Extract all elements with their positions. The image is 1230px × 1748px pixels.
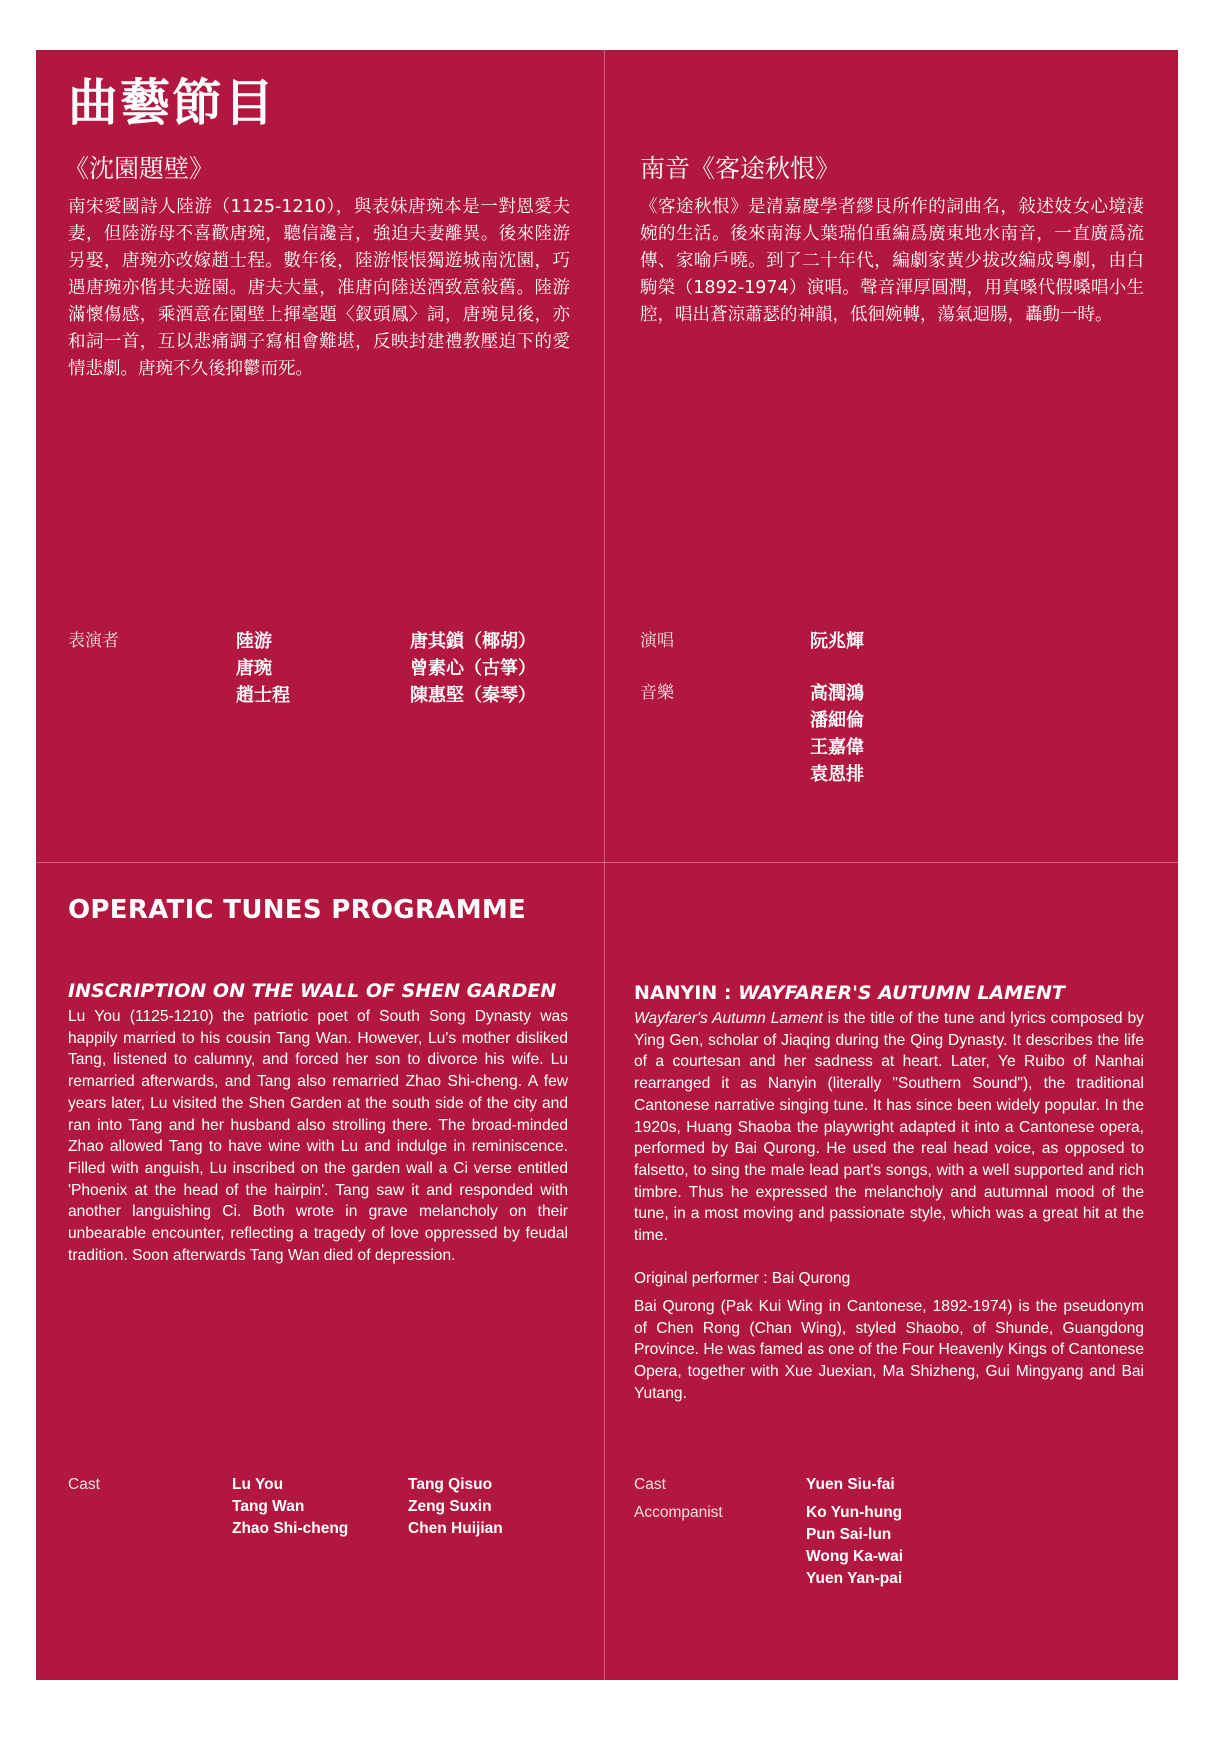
programme-panel — [36, 50, 1178, 1680]
en-accompanist: Yuen Yan-pai — [806, 1570, 903, 1587]
en-accompanist: Wong Ka-wai — [806, 1548, 904, 1565]
zh-page-title: 曲藝節目 — [68, 74, 276, 132]
zh-musician: 陳惠堅（秦琴） — [410, 685, 536, 706]
zh-left-subtitle: 《沈園題壁》 — [64, 154, 215, 183]
en-right-body-title: Wayfarer's Autumn Lament — [634, 1010, 823, 1027]
zh-roles-list — [236, 628, 290, 709]
horizontal-fold-line — [36, 862, 1178, 863]
en-musician: Chen Huijian — [408, 1520, 503, 1537]
en-right-subtitle-prefix: NANYIN : — [634, 982, 739, 1004]
en-original-performer: Original performer : Bai Qurong — [634, 1270, 851, 1287]
zh-singer-label: 演唱 — [640, 631, 674, 651]
zh-musician: 曾素心（古箏） — [410, 658, 536, 679]
en-roles-list — [232, 1474, 348, 1540]
zh-right-musicians-list — [810, 680, 864, 788]
en-accompanist: Pun Sai-lun — [806, 1526, 892, 1543]
vertical-fold-line — [604, 50, 605, 1680]
en-page-title: OPERATIC TUNES PROGRAMME — [68, 895, 527, 925]
zh-right-body: 《客途秋恨》是清嘉慶學者繆艮所作的詞曲名，敍述妓女心境淒婉的生活。後來南海人葉瑞伯重編爲廣東地水南音，一直廣爲流傳、家喻戶曉。到了二十年代，編劇家黃少拔改編成粵劇，由白駒榮（1892-1974）演唱。聲音渾厚圓潤，用真嗓代假嗓唱小生腔，唱出蒼涼蕭瑟的神韻，低徊婉轉，蕩氣迴腸，轟動一時。 — [640, 197, 1144, 325]
zh-musicians-list — [410, 628, 536, 709]
en-role: Zhao Shi-cheng — [232, 1520, 349, 1537]
en-right-body — [634, 1008, 1144, 1247]
en-right-cast-name: Yuen Siu-fai — [806, 1476, 895, 1493]
en-right-subtitle — [634, 980, 1065, 1006]
en-right-subtitle-title: WAYFARER'S AUTUMN LAMENT — [738, 982, 1065, 1004]
en-musicians-list — [408, 1474, 503, 1540]
zh-role: 唐琬 — [236, 658, 272, 679]
en-cast-label: Cast — [68, 1476, 100, 1493]
en-role: Tang Wan — [232, 1498, 305, 1515]
zh-left-body: 南宋愛國詩人陸游（1125-1210），與表妹唐琬本是一對恩愛夫妻，但陸游母不喜歡唐琬，聽信讒言，強迫夫妻離異。後來陸游另娶，唐琬亦改嫁趙士程。數年後，陸游悵悵獨遊城南沈園，巧遇唐琬亦偕其夫遊園。唐夫大量，准唐向陸送酒致意敍舊。陸游滿懷傷感，乘酒意在園壁上揮毫題〈釵頭鳳〉詞，唐琬見後，亦和詞一首，互以悲痛調子寫相會難堪，反映封建禮教壓迫下的愛情悲劇。唐琬不久後抑鬱而死。 — [68, 197, 570, 379]
zh-right-subtitle: 南音《客途秋恨》 — [640, 154, 841, 183]
en-role: Lu You — [232, 1476, 284, 1493]
en-left-body: Lu You (1125-1210) the patriotic poet of South Song Dynasty was happily married to his cousin Tang Wan. However, Lu's mother disliked Tang, listened to calumny, and forced her son to divorce his wife. Lu remarried afterwards, and Tang also remarried Zhao Shi-cheng. A few years later, Lu visited the Shen Garden at the south side of the city and ran into Tang and her husband also strolling there. The broad-minded Zhao allowed Tang to have wine with Lu and indulge in reminiscence. Filled with anguish, Lu inscribed on the garden wall a Ci verse entitled 'Phoenix at the head of the hairpin'. Tang saw it and responded with another languishing Ci. Both wrote in grave melancholy on their unbearable encounter, reflecting a tragedy of love oppressed by feudal tradition. Soon afterwards Tang Wan died of depression. — [68, 1008, 568, 1264]
en-accompanist: Ko Yun-hung — [806, 1504, 903, 1521]
en-right-body-text: is the title of the tune and lyrics composed by Ying Gen, scholar of Jiaqing during the Qing Dynasty. It describes the life of a courtesan and her sadness at heart. Later, Ye Ruibo of Nanhai rearranged it as Nanyin (literally "Southern Sound"), the traditional Cantonese narrative singing tune. It has since been widely popular. In the 1920s, Huang Shaoba the playwright adapted it into a Cantonese opera, performed by Bai Qurong. He used the real head voice, as opposed to falsetto, to sing the male lead part's songs, with a well supported and rich timbre. Thus he expressed the melancholy and autumnal mood of the tune, in a most moving and passionate style, which was a great hit at the time. — [634, 1010, 1144, 1245]
zh-musician: 袁恩排 — [810, 764, 864, 785]
zh-musician: 王嘉偉 — [810, 737, 864, 758]
en-accompanists-list — [806, 1502, 903, 1590]
en-performer-bio: Bai Qurong (Pak Kui Wing in Cantonese, 1892-1974) is the pseudonym of Chen Rong (Chan Wing), styled Shaobo, of Shunde, Guangdong Province. He was famed as one of the Four Heavenly Kings of Cantonese Opera, together with Xue Juexian, Ma Shizheng, Gui Mingyang and Bai Yutang. — [634, 1298, 1144, 1402]
zh-musician: 高潤鴻 — [810, 683, 864, 704]
en-accompanist-label: Accompanist — [634, 1504, 723, 1521]
zh-role: 陸游 — [236, 631, 272, 652]
en-left-subtitle: INSCRIPTION ON THE WALL OF SHEN GARDEN — [68, 980, 557, 1002]
zh-music-label: 音樂 — [640, 683, 674, 703]
en-musician: Tang Qisuo — [408, 1476, 493, 1493]
en-right-cast-label: Cast — [634, 1476, 666, 1493]
zh-performers-label: 表演者 — [68, 631, 119, 651]
zh-role: 趙士程 — [236, 685, 290, 706]
zh-musician: 潘細倫 — [810, 710, 864, 731]
en-musician: Zeng Suxin — [408, 1498, 492, 1515]
zh-singer-name: 阮兆輝 — [810, 631, 864, 652]
zh-musician: 唐其鎖（椰胡） — [410, 631, 536, 652]
